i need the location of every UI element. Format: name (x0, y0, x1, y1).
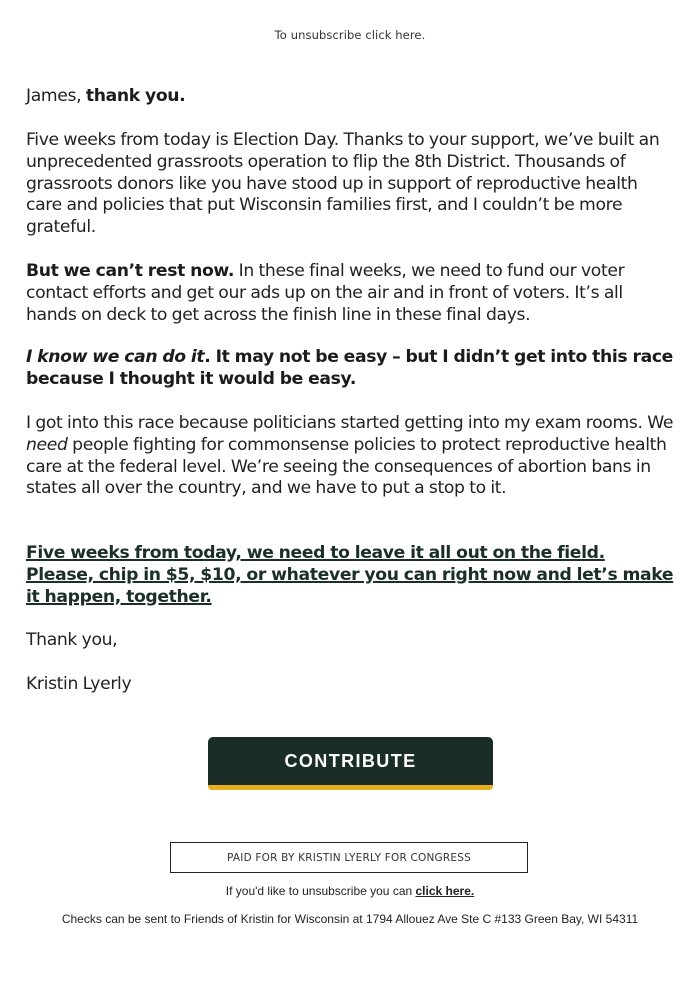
contribute-button[interactable]: CONTRIBUTE (208, 737, 493, 785)
paid-for-disclaimer (170, 842, 528, 873)
footer-unsubscribe-text: If you'd like to unsubscribe you can (225, 884, 416, 898)
paragraph-cant-rest-bold: But we can’t rest now. (26, 261, 235, 281)
footer-unsubscribe (0, 884, 700, 898)
contribute-button-accent-bar (208, 785, 493, 790)
footer-address: Checks can be sent to Friends of Kristin for Wisconsin at 1794 Allouez Ave Ste C #133 Green Bay, WI 54311 (61, 912, 639, 926)
paragraph-exam-rooms-italic: need (26, 434, 68, 455)
greeting-thanks: thank you. (85, 86, 186, 106)
signature: Kristin Lyerly (26, 674, 132, 694)
paragraph-know-we-can-text: . It may not be easy – but I didn’t get into this race because I thought it would be easy. (26, 347, 673, 389)
paragraph-cant-rest-text: In these final weeks, we need to fund our voter contact efforts and get our ads up on the air and in front of voters. It’s all hands on deck to get across the finish line in these final days. (26, 261, 625, 325)
donate-link[interactable]: Five weeks from today, we need to leave it all out on the field. Please, chip in $5, $10, or whatever you can right now and let’s make it happen, together. (26, 543, 674, 607)
paragraph-know-we-can-italic: I know we can do it (26, 347, 205, 367)
paragraph-exam-rooms-a: I got into this race because politicians started getting into my exam rooms. We (26, 413, 674, 433)
greeting-name: James, (26, 86, 82, 106)
top-unsubscribe-link[interactable]: To unsubscribe click here. (274, 28, 426, 42)
paragraph-election-day: Five weeks from today is Election Day. Thanks to your support, we’ve built an unprecedented grassroots operation to flip the 8th District. Thousands of grassroots donors like you have stood up in support of reproductive health care and policies that put Wisconsin families first, and I couldn’t be more grateful. (26, 130, 660, 238)
contribute-button-wrap (208, 737, 493, 790)
paragraph-cant-rest (26, 261, 676, 326)
paid-for-text: PAID FOR BY KRISTIN LYERLY FOR CONGRESS (227, 851, 471, 864)
paragraph-exam-rooms (26, 413, 676, 500)
top-unsubscribe-link-container (0, 28, 700, 42)
greeting (26, 86, 676, 108)
closing: Thank you, (26, 630, 118, 650)
paragraph-know-we-can (26, 347, 676, 391)
footer-unsubscribe-link[interactable]: click here. (415, 884, 475, 898)
paragraph-exam-rooms-b: people fighting for commonsense policies to protect reproductive health care at the federal level. We’re seeing the consequences of abortion bans in states all over the country, and we have to put a stop to it. (26, 434, 667, 499)
donate-link-paragraph (26, 543, 676, 608)
